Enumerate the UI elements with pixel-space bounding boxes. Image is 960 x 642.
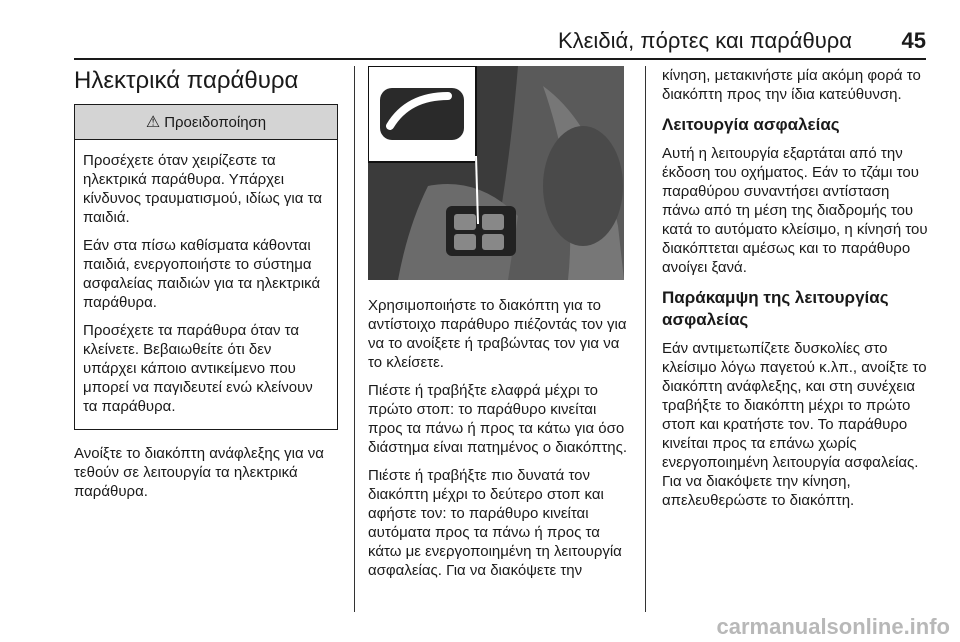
door-panel-illustration (368, 66, 624, 280)
warning-triangle-icon: ⚠ (145, 114, 161, 131)
warning-header (75, 105, 337, 140)
warning-label: Προειδοποίηση (164, 113, 267, 131)
column-divider (354, 66, 355, 612)
body-paragraph: Πιέστε ή τραβήξτε πιο δυνατά τον διακόπτη μέχρι το δεύτερο στοπ και αφήστε τον: το παράθυρο κινείται αυτόματα προς τα πάνω ή προς τα κάτω με ενεργοποιημένη τη λειτουργία ασφαλείας. Για να διακόψετε την (368, 467, 622, 579)
right-column (662, 66, 928, 519)
body-paragraph: Εάν αντιμετωπίζετε δυσκολίες στο κλείσιμο λόγω παγετού κ.λπ., ανοίξτε το διακόπτη ανάφλεξης, και στη συνέχεια τραβήξτε το διακόπτη μέχρι το πρώτο στοπ και κρατήστε τον. Το παράθυρο κινείται προς τα επάνω χωρίς ενεργοποιημένη λειτουργία ασφαλείας. Για να διακόψετε την κίνηση, απελευθερώστε το διακόπτη. (662, 340, 927, 509)
watermark: carmanualsonline.info (716, 614, 950, 639)
page-header (74, 26, 926, 60)
body-paragraph: Αυτή η λειτουργία εξαρτάται από την έκδοση του οχήματος. Εάν το τζάμι του παραθύρου συναντήσει αντίσταση πάνω από τη μέση της διαδρομής του κατά το αυτόματο κλείσιμο, η κίνησή του διακόπτεται αμέσως και το παράθυρο ανοίγει ξανά. (662, 145, 928, 276)
warning-paragraph: Προσέχετε τα παράθυρα όταν τα κλείνετε. Βεβαιωθείτε ότι δεν υπάρχει κάποιο αντικείμενο που μπορεί να παγιδευτεί ενώ κλείνουν τα παράθυρα. (83, 322, 313, 415)
window-switch-photo (368, 66, 624, 280)
warning-paragraph: Εάν στα πίσω καθίσματα κάθονται παιδιά, ενεργοποιήστε το σύστημα ασφαλείας παιδιών για τα ηλεκτρικά παράθυρα. (83, 237, 321, 311)
section-title: Ηλεκτρικά παράθυρα (74, 67, 299, 94)
page-number: 45 (901, 28, 926, 53)
body-paragraph: κίνηση, μετακινήστε μία ακόμη φορά το διακόπτη προς την ίδια κατεύθυνση. (662, 67, 921, 103)
left-column (74, 66, 338, 510)
body-paragraph: Χρησιμοποιήστε το διακόπτη για το αντίστοιχο παράθυρο πιέζοντάς τον για να το ανοίξετε ή τραβώντας τον για να το κλείσετε. (368, 297, 627, 371)
subsection-title-safety: Λειτουργία ασφαλείας (662, 115, 840, 134)
warning-body (75, 140, 337, 429)
body-paragraph: Ανοίξτε το διακόπτη ανάφλεξης για να τεθούν σε λειτουργία τα ηλεκτρικά παράθυρα. (74, 445, 324, 500)
warning-paragraph: Προσέχετε όταν χειρίζεστε τα ηλεκτρικά παράθυρα. Υπάρχει κίνδυνος τραυματισμού, ιδίως για τα παιδιά. (83, 152, 322, 226)
middle-column (368, 66, 632, 589)
column-divider (645, 66, 646, 612)
body-paragraph: Πιέστε ή τραβήξτε ελαφρά μέχρι το πρώτο στοπ: το παράθυρο κινείται προς τα πάνω ή προς τα κάτω για όσο διάστημα είναι πατημένος ο διακόπτης. (368, 382, 628, 456)
subsection-title-override: Παράκαμψη της λειτουργίας ασφαλείας (662, 288, 889, 329)
chapter-title: Κλειδιά, πόρτες και παράθυρα (557, 28, 852, 53)
warning-box (74, 104, 338, 430)
